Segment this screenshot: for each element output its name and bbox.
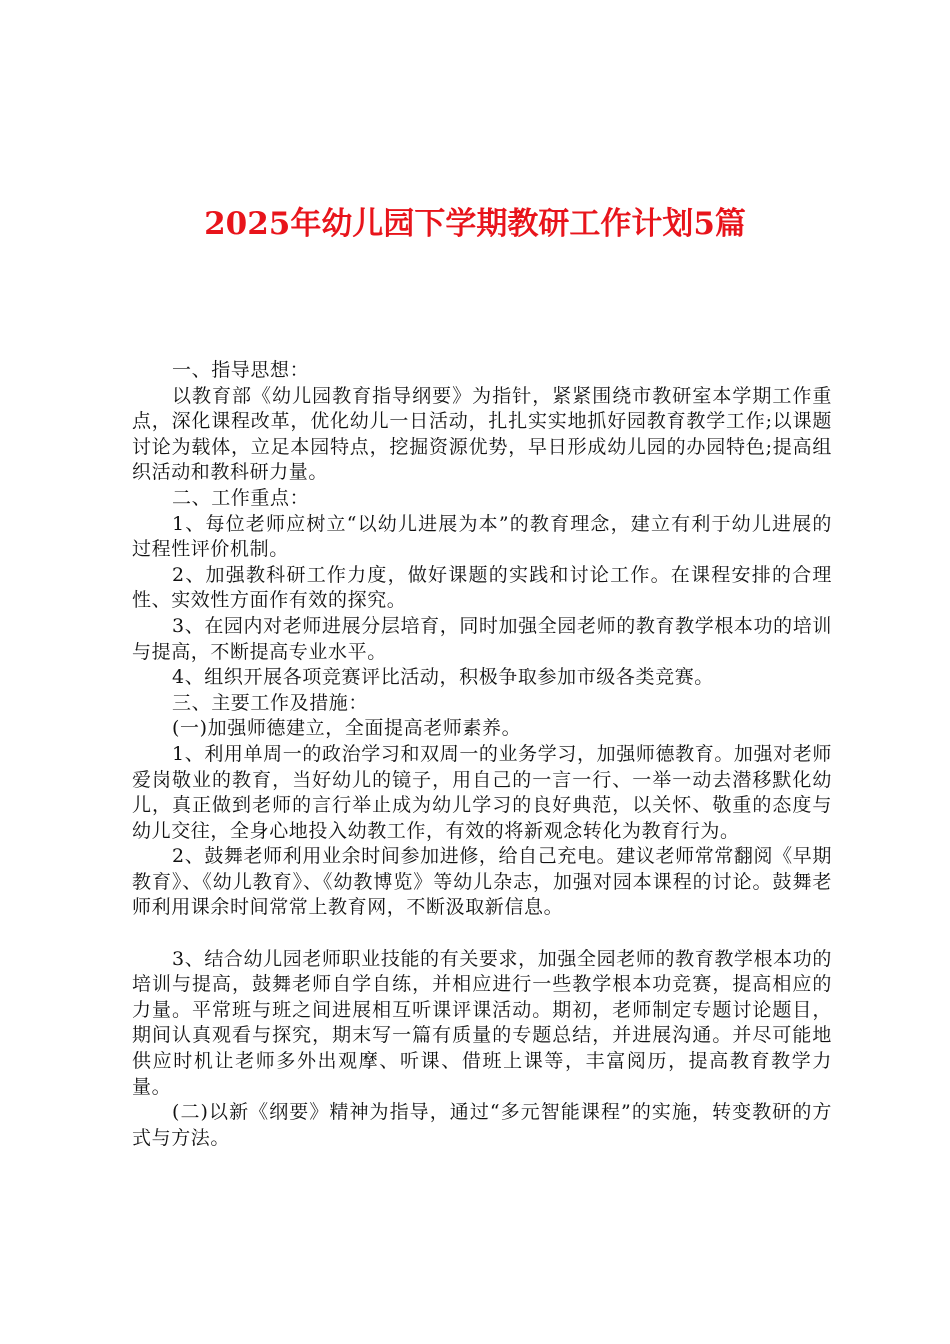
paragraph-focus-3: 3、在园内对老师进展分层培育，同时加强全园老师的教育教学根本功的培训与提高，不断提高专业水平。 — [132, 614, 832, 663]
paragraph-focus-1: 1、每位老师应树立“以幼儿进展为本”的教育理念，建立有利于幼儿进展的过程性评价机制。 — [132, 512, 832, 561]
paragraph-focus-4: 4、组织开展各项竞赛评比活动，积极争取参加市级各类竞赛。 — [172, 666, 714, 689]
paragraph-measure-3: 3、结合幼儿园老师职业技能的有关要求，加强全园老师的教育教学根本功的培训与提高，鼓舞老师自学自练，并相应进行一些教学根本功竞赛，提高相应的力量。平常班与班之间进展相互听课评课活动。期初，老师制定专题讨论题目，期间认真观看与探究，期末写一篇有质量的专题总结，并进展沟通。并尽可能地供应时机让老师多外出观摩、听课、借班上课等，丰富阅历，提高教育教学力量。 — [132, 947, 832, 1098]
paragraph-measure-1: 1、利用单周一的政治学习和双周一的业务学习，加强师德教育。加强对老师爱岗敬业的教育，当好幼儿的镜子，用自己的一言一行、一举一动去潜移默化幼儿，真正做到老师的言行举止成为幼儿学习的良好典范，以关怀、敬重的态度与幼儿交往，全身心地投入幼教工作，有效的将新观念转化为教育行为。 — [132, 742, 832, 842]
document-body — [132, 358, 832, 1151]
heading-work-focus: 二、工作重点： — [172, 486, 310, 509]
paragraph-spacer — [132, 921, 832, 947]
subheading-ethics: (一)加强师德建立，全面提高老师素养。 — [172, 717, 522, 740]
document-title: 2025年幼儿园下学期教研工作计划5篇 — [204, 206, 746, 242]
heading-guiding-thought: 一、指导思想： — [172, 359, 310, 381]
paragraph-measure-2: 2、鼓舞老师利用业余时间参加进修，给自己充电。建议老师常常翻阅《早期教育》、《幼儿教育》、《幼教博览》等幼儿杂志，加强对园本课程的讨论。鼓舞老师利用课余时间常常上教育网，不断汲取新信息。 — [132, 845, 832, 919]
paragraph-guiding-thought: 以教育部《幼儿园教育指导纲要》为指针，紧紧围绕市教研室本学期工作重点，深化课程改革，优化幼儿一日活动，扎扎实实地抓好园教育教学工作;以课题讨论为载体，立足本园特点，挖掘资源优势，早日形成幼儿园的办园特色;提高组织活动和教科研力量。 — [132, 384, 832, 484]
subheading-new-outline: (二)以新《纲要》精神为指导，通过“多元智能课程”的实施，转变教研的方式与方法。 — [132, 1101, 832, 1149]
heading-main-measures: 三、主要工作及措施： — [172, 691, 369, 714]
paragraph-focus-2: 2、加强教科研工作力度，做好课题的实践和讨论工作。在课程安排的合理性、实效性方面作有效的探究。 — [132, 563, 832, 612]
